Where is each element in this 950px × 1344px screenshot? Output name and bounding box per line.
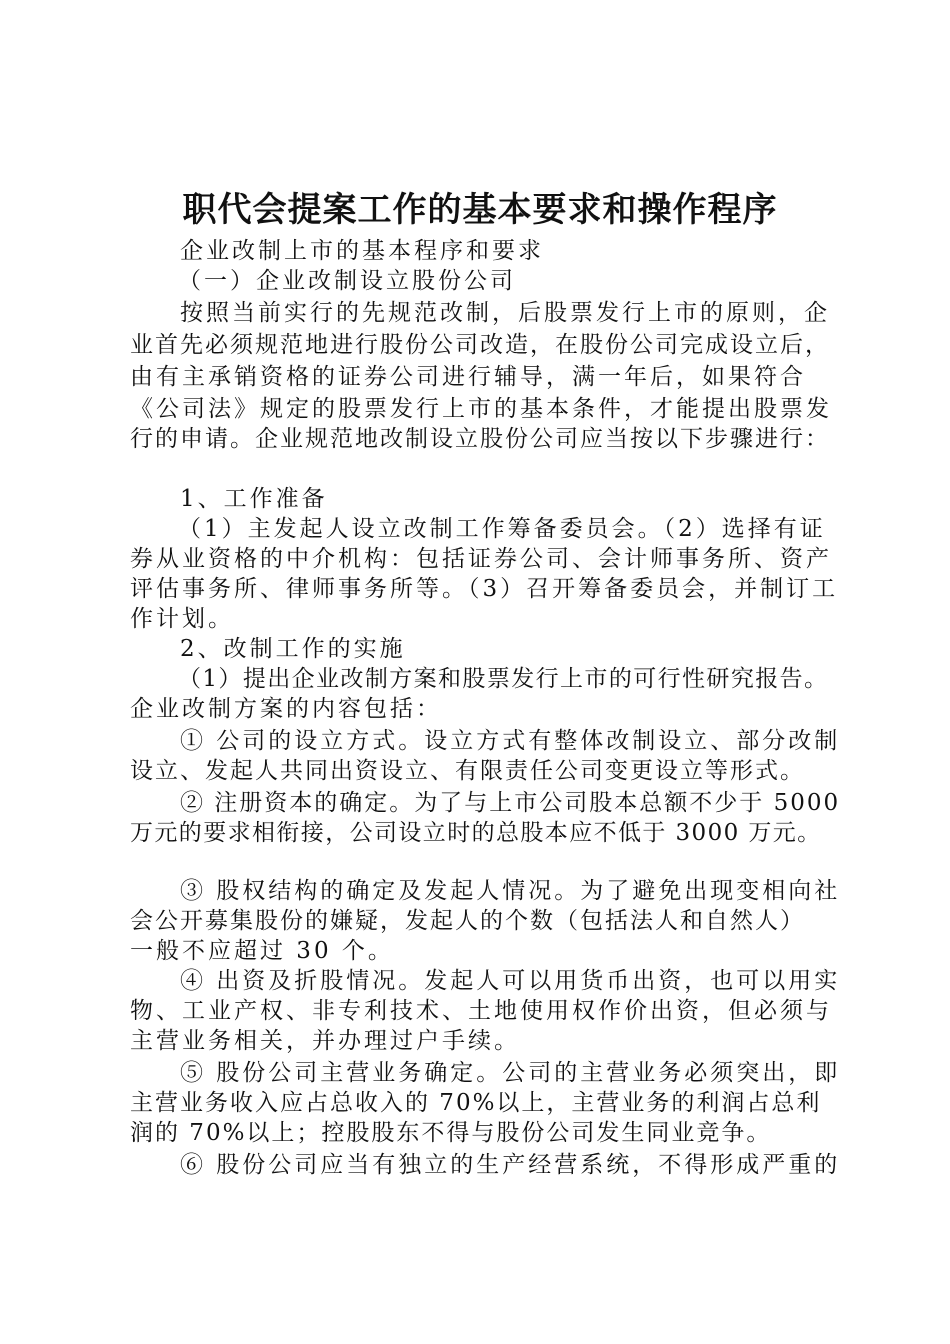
paragraph-line: 《公司法》规定的股票发行上市的基本条件，才能提出股票发: [130, 396, 832, 422]
paragraph-line: 作计划。: [130, 606, 234, 632]
step-heading: 2、改制工作的实施: [180, 636, 406, 662]
paragraph-line: 行的申请。企业规范地改制设立股份公司应当按以下步骤进行：: [130, 426, 830, 452]
list-item-line: 会公开募集股份的嫌疑，发起人的个数（包括法人和自然人）: [130, 908, 805, 934]
document-title: 职代会提案工作的基本要求和操作程序: [182, 190, 778, 230]
subsection-heading: （一）企业改制设立股份公司: [178, 268, 516, 294]
step-heading: 1、工作准备: [180, 486, 328, 512]
list-item-line: ④ 出资及折股情况。发起人可以用货币出资，也可以用实: [180, 968, 841, 994]
paragraph-line: （1）提出企业改制方案和股票发行上市的可行性研究报告。: [178, 666, 829, 692]
paragraph-line: 由有主承销资格的证券公司进行辅导，满一年后，如果符合: [130, 364, 806, 390]
list-item-line: ⑤ 股份公司主营业务确定。公司的主营业务必须突出，即: [180, 1060, 841, 1086]
list-item-line: 一般不应超过 30 个。: [130, 938, 394, 964]
section-heading: 企业改制上市的基本程序和要求: [180, 238, 544, 264]
list-item-line: 物、工业产权、非专利技术、土地使用权作价出资，但必须与: [130, 998, 832, 1024]
list-item-line: ⑥ 股份公司应当有独立的生产经营系统，不得形成严重的: [180, 1152, 841, 1178]
paragraph-line: 评估事务所、律师事务所等。（3）召开筹备委员会，并制订工: [130, 576, 839, 602]
paragraph-line: 按照当前实行的先规范改制，后股票发行上市的原则，企: [180, 300, 830, 326]
list-item-line: ① 公司的设立方式。设立方式有整体改制设立、部分改制: [180, 728, 841, 754]
list-item-line: 设立、发起人共同出资设立、有限责任公司变更设立等形式。: [130, 758, 805, 784]
list-item-line: 万元的要求相衔接，公司设立时的总股本应不低于 3000 万元。: [130, 820, 822, 846]
paragraph-line: 券从业资格的中介机构：包括证券公司、会计师事务所、资产: [130, 546, 832, 572]
paragraph-line: （1）主发起人设立改制工作筹备委员会。（2）选择有证: [178, 516, 826, 542]
list-item-line: 润的 70%以上；控股股东不得与股份公司发生同业竞争。: [130, 1120, 772, 1146]
list-item-line: 主营业务收入应占总收入的 70%以上，主营业务的利润占总利: [130, 1090, 822, 1116]
paragraph-line: 业首先必须规范地进行股份公司改造，在股份公司完成设立后，: [130, 332, 830, 358]
paragraph-line: 企业改制方案的内容包括：: [130, 696, 442, 722]
list-item-line: 主营业务相关，并办理过户手续。: [130, 1028, 520, 1054]
list-item-line: ② 注册资本的确定。为了与上市公司股本总额不少于 5000: [180, 790, 841, 816]
list-item-line: ③ 股权结构的确定及发起人情况。为了避免出现变相向社: [180, 878, 841, 904]
